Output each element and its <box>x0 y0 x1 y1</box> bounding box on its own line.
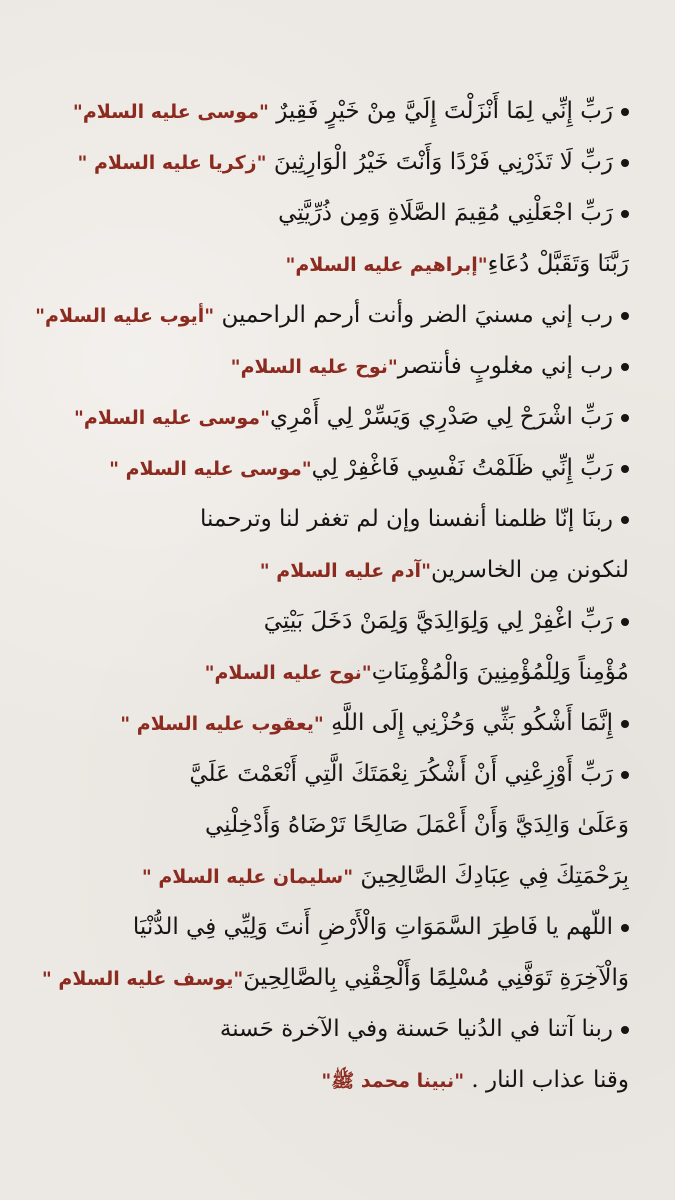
dua-text: بِرَحْمَتِكَ فِي عِبَادِكَ الصَّالِحِينَ <box>353 863 629 889</box>
dua-text: رَبِّ إِنِّي ظَلَمْتُ نَفْسِي فَاغْفِرْ لِي <box>311 455 613 481</box>
dua-line <box>30 647 629 698</box>
prophet-attribution: "نوح عليه السلام" <box>230 356 398 378</box>
dua-line <box>30 494 629 545</box>
dua-line <box>30 1004 629 1055</box>
prophet-attribution: "آدم عليه السلام " <box>259 560 431 582</box>
prophet-attribution: "يعقوب عليه السلام " <box>120 713 324 735</box>
dua-line <box>30 86 629 137</box>
dua-line <box>30 800 629 851</box>
dua-text: رَبِّ لَا تَذَرْنِي فَرْدًا وَأَنْتَ خَيْرُ الْوَارِثِينَ <box>266 149 613 175</box>
dua-line <box>30 749 629 800</box>
prophet-attribution: "موسى عليه السلام" <box>74 407 270 429</box>
dua-text: رَبِّ أَوْزِعْنِي أَنْ أَشْكُرَ نِعْمَتَكَ الَّتِي أَنْعَمْتَ عَلَيَّ <box>189 761 613 787</box>
prophet-attribution: "أيوب عليه السلام" <box>35 305 215 327</box>
prophet-attribution: "موسى عليه السلام" <box>72 101 269 123</box>
dua-text: رب إني مسنيَ الضر وأنت أرحم الراحمين <box>214 302 613 328</box>
dua-line <box>30 443 629 494</box>
prophet-attribution: "إبراهيم عليه السلام" <box>285 254 488 276</box>
dua-line <box>30 239 629 290</box>
dua-text: إِنَّمَا أَشْكُو بَثِّي وَحُزْنِي إِلَى اللَّهِ <box>323 710 613 736</box>
dua-text: ربنا آتنا في الدُنيا حَسنة وفي الآخرة حَسنة <box>219 1016 613 1042</box>
dua-text: اللّهم يا فَاطِرَ السَّمَوَاتِ وَالْأَرْضِ أَنتَ وَلِيِّي فِي الدُّنْيَا <box>132 914 613 940</box>
dua-text: وَالْآخِرَةِ تَوَفَّنِي مُسْلِمًا وَأَلْحِقْنِي بِالصَّالِحِينَ <box>243 965 629 991</box>
dua-line <box>30 341 629 392</box>
dua-text: لنكونن مِن الخاسرين <box>430 557 629 583</box>
dua-text: رَبِّ إِنِّي لِمَا أَنْزَلْتَ إِلَيَّ مِنْ خَيْرٍ فَقِيرٌ <box>268 98 613 124</box>
dua-line <box>30 137 629 188</box>
dua-text: وَعَلَىٰ وَالِدَيَّ وَأَنْ أَعْمَلَ صَالِحًا تَرْضَاهُ وَأَدْخِلْنِي <box>204 812 629 838</box>
dua-text: رب إني مغلوبٍ فأنتصر <box>397 353 613 379</box>
dua-line <box>30 392 629 443</box>
prophet-attribution: "زكريا عليه السلام " <box>77 152 267 174</box>
dua-text: وقنا عذاب النار . <box>464 1067 629 1093</box>
dua-text: رَبِّ اجْعَلْنِي مُقِيمَ الصَّلَاةِ وَمِن ذُرِّيَّتِي <box>278 200 613 226</box>
dua-line <box>30 953 629 1004</box>
prophet-attribution: "موسى عليه السلام " <box>109 458 312 480</box>
dua-line <box>30 698 629 749</box>
dua-line <box>30 1055 629 1106</box>
dua-line <box>30 596 629 647</box>
prophet-attribution: "نبينا محمد ﷺ" <box>321 1070 465 1092</box>
dua-text: رَبَّنَا وَتَقَبَّلْ دُعَاءِ <box>487 251 629 277</box>
dua-line <box>30 851 629 902</box>
prophet-attribution: "سليمان عليه السلام " <box>141 866 354 888</box>
dua-line <box>30 290 629 341</box>
dua-text: مُؤْمِناً وَلِلْمُؤْمِنِينَ وَالْمُؤْمِنَاتِ <box>371 659 629 685</box>
dua-line <box>30 902 629 953</box>
dua-text: رَبِّ اغْفِرْ لِي وَلِوَالِدَيَّ وَلِمَنْ دَخَلَ بَيْتِيَ <box>263 608 613 634</box>
dua-text: رَبِّ اشْرَحْ لِي صَدْرِي وَيَسِّرْ لِي أَمْرِي <box>269 404 613 430</box>
dua-text: ربنَا إنّا ظلمنا أنفسنا وإن لم تغفر لنا وترحمنا <box>200 506 613 532</box>
prophet-attribution: "نوح عليه السلام" <box>204 662 372 684</box>
prophet-attribution: "يوسف عليه السلام " <box>41 968 244 990</box>
dua-line <box>30 188 629 239</box>
dua-line <box>30 545 629 596</box>
